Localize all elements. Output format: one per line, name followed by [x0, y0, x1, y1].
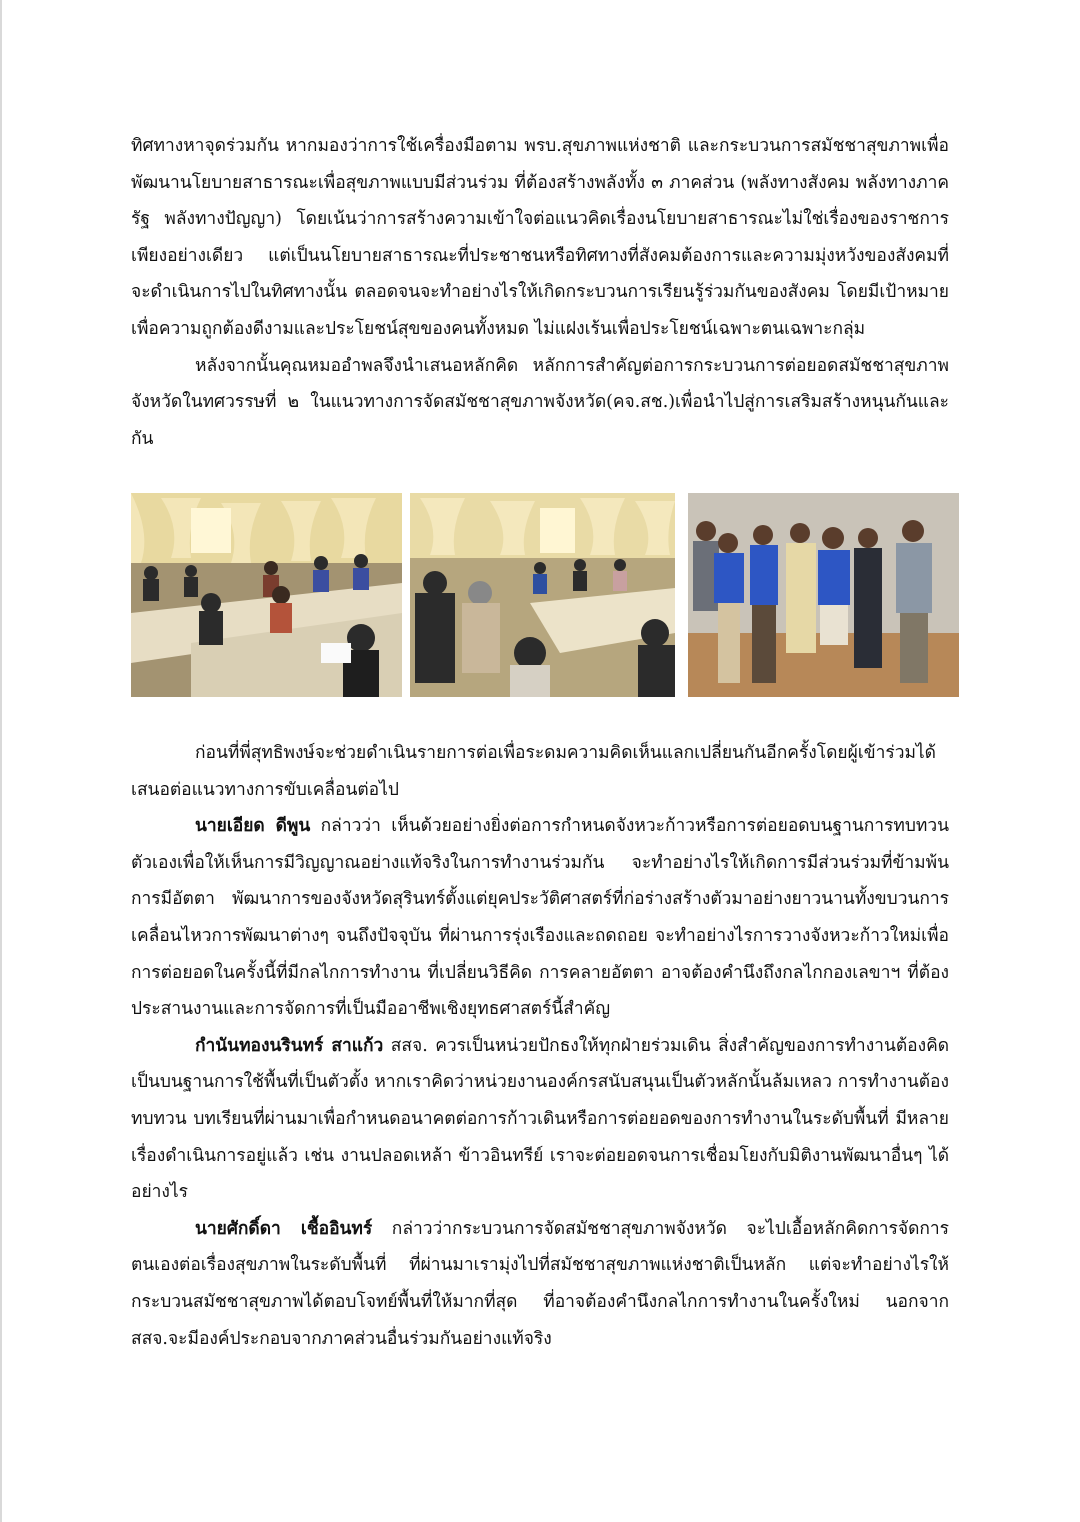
photo-row: [131, 493, 959, 697]
speaker-paragraph-1: [131, 808, 949, 1028]
upper-text-block: [131, 128, 949, 457]
paragraph-2: หลังจากนั้นคุณหมออำพลจึงนำเสนอหลักคิด หลักการสำคัญต่อการกระบวนการต่อยอดสมัชชาสุขภาพจังหวัดในทศวรรษที่ ๒ ในแนวทางการจัดสมัชชาสุขภาพจังหวัด(คจ.สช.)เพื่อนำไปสู่การเสริมสร้างหนุนกันและกัน: [131, 355, 949, 449]
group-portrait-photo: [688, 493, 959, 697]
speaker-text: สสจ. ควรเป็นหน่วยปักธงให้ทุกฝ่ายร่วมเดิน สิ่งสำคัญของการทำงานต้องคิดเป็นบนฐานการใช้พื้นที่เป็นตัวตั้ง หากเราคิดว่าหน่วยงานองค์กรสนับสนุนเป็นตัวหลักนั้นล้มเหลว การทำงานต้องทบทวน บทเรียนที่ผ่านมาเพื่อกำหนดอนาคตต่อการก้าวเดินหรือการต่อยอดของการทำงานในระดับพื้นที่ มีหลายเรื่องดำเนินการอยู่แล้ว เช่น งานปลอดเหล้า ข้าวอินทรีย์ เราจะต่อยอดจนการเชื่อมโยงกับมิติงานพัฒนาอื่นๆ ได้อย่างไร: [131, 1035, 949, 1203]
speaker-name: นายเอียด ดีพูน: [195, 816, 311, 837]
speaker-text: กล่าวว่า เห็นด้วยอย่างยิ่งต่อการกำหนดจังหวะก้าวหรือการต่อยอดบนฐานการทบทวนตัวเองเพื่อให้เห็นการมีวิญญาณอย่างแท้จริงในการทำงานร่วมกัน จะทำอย่างไรให้เกิดการมีส่วนร่วมที่ข้ามพ้นการมีอัตตา พัฒนาการของจังหวัดสุรินทร์ตั้งแต่ยุคประวัติศาสตร์ที่ก่อร่างสร้างตัวมาอย่างยาวนานทั้งขบวนการเคลื่อนไหวการพัฒนาต่างๆ จนถึงปัจจุบัน ที่ผ่านการรุ่งเรืองและถดถอย จะทำอย่างไรการวางจังหวะก้าวใหม่เพื่อการต่อยอดในครั้งนี้ที่มีกลไกการทำงาน ที่เปลี่ยนวิธีคิด การคลายอัตตา อาจต้องคำนึงถึงกลไกกองเลขาฯ ที่ต้องประสานงานและการจัดการที่เป็นมืออาชีพเชิงยุทธศาสตร์นี้สำคัญ: [131, 816, 949, 1020]
speaker-name: กำนันทองนรินทร์ สาแก้ว: [195, 1035, 384, 1056]
speaker-paragraph-2: [131, 1028, 949, 1211]
speaker-text: กล่าวว่ากระบวนการจัดสมัชชาสุขภาพจังหวัด จะไปเอื้อหลักคิดการจัดการตนเองต่อเรื่องสุขภาพในระดับพื้นที่ ที่ผ่านมาเรามุ่งไปที่สมัชชาสุขภาพแห่งชาติเป็นหลัก แต่จะทำอย่างไรให้กระบวนสมัชชาสุขภาพได้ตอบโจทย์พื้นที่ให้มากที่สุด ที่อาจต้องคำนึงกลไกการทำงานในครั้งใหม่ นอกจากสสจ.จะมีองค์ประกอบจากภาคส่วนอื่นร่วมกันอย่างแท้จริง: [131, 1218, 949, 1349]
meeting-discussion-photo: [410, 493, 675, 697]
speaker-paragraph-3: [131, 1211, 949, 1357]
lower-text-block: [131, 735, 949, 1357]
page-edge: [0, 0, 2, 1522]
paragraph-intro: ก่อนที่พี่สุทธิพงษ์จะช่วยดำเนินรายการต่อเพื่อระดมความคิดเห็นแลกเปลี่ยนกันอีกครั้งโดยผู้เข้าร่วมได้เสนอต่อแนวทางการขับเคลื่อนต่อไป: [131, 743, 936, 800]
meeting-room-photo: [131, 493, 402, 697]
speaker-name: นายศักดิ์ดา เชื้ออินทร์: [195, 1218, 373, 1239]
paragraph-1: ทิศทางหาจุดร่วมกัน หากมองว่าการใช้เครื่องมือตาม พรบ.สุขภาพแห่งชาติ และกระบวนการสมัชชาสุขภาพเพื่อพัฒนานโยบายสาธารณะเพื่อสุขภาพแบบมีส่วนร่วม ที่ต้องสร้างพลังทั้ง ๓ ภาคส่วน (พลังทางสังคม พลังทางภาครัฐ พลังทางปัญญา) โดยเน้นว่าการสร้างความเข้าใจต่อแนวคิดเรื่องนโยบายสาธารณะไม่ใช่เรื่องของราชการเพียงอย่างเดียว แต่เป็นนโยบายสาธารณะที่ประชาชนหรือทิศทางที่สังคมต้องการและความมุ่งหวังของสังคมที่จะดำเนินการไปในทิศทางนั้น ตลอดจนจะทำอย่างไรให้เกิดกระบวนการเรียนรู้ร่วมกันของสังคม โดยมีเป้าหมายเพื่อความถูกต้องดีงามและประโยชน์สุขของคนทั้งหมด ไม่แฝงเร้นเพื่อประโยชน์เฉพาะตนเฉพาะกลุ่ม: [131, 136, 949, 339]
